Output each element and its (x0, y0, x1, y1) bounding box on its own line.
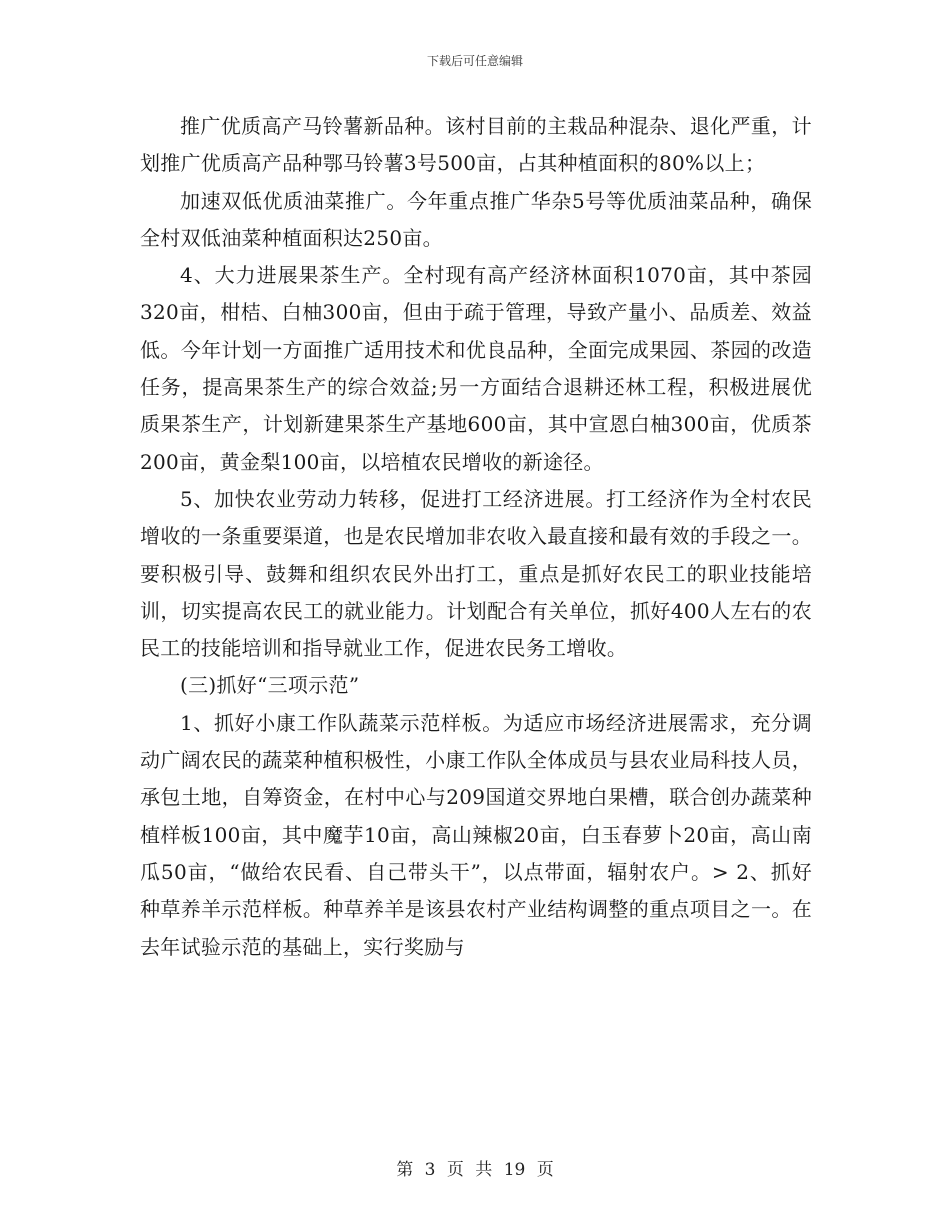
page-number-footer: 第 3 页 共 19 页 (396, 1160, 554, 1180)
paragraph-fruit-tea: 4、大力进展果茶生产。全村现有高产经济林面积1070亩，其中茶园320亩，柑桔、白柚300亩，但由于疏于管理，导致产量小、品质差、效益低。今年计划一方面推广适用技术和优良品种，全面完成果园、茶园的改造任务，提高果茶生产的综合效益;另一方面结合退耕还林工程，积极进展优质果茶生产，计划新建果茶生产基地600亩，其中宣恩白柚300亩，优质茶200亩，黄金梨100亩，以培植农民增收的新途径。 (140, 263, 812, 474)
paragraph-potato: 推广优质高产马铃薯新品种。该村目前的主栽品种混杂、退化严重，计划推广优质高产品种鄂马铃薯3号500亩，占其种植面积的80%以上； (140, 114, 812, 176)
paragraph-rapeseed: 加速双低优质油菜推广。今年重点推广华杂5号等优质油菜品种，确保全村双低油菜种植面积达250亩。 (140, 188, 812, 250)
section-heading-three-demos: (三)抓好“三项示范” (180, 673, 360, 698)
page-header-note: 下载后可任意编辑 (426, 54, 523, 68)
document-body (140, 108, 812, 966)
paragraph-labor-transfer: 5、加快农业劳动力转移，促进打工经济进展。打工经济作为全村农民增收的一条重要渠道，也是农民增加非农收入最直接和最有效的手段之一。要积极引导、鼓舞和组织农民外出打工，重点是抓好农民工的职业技能培训，切实提高农民工的就业能力。计划配合有关单位，抓好400人左右的农民工的技能培训和指导就业工作，促进农民务工增收。 (140, 486, 812, 661)
paragraph-vegetable-demo: 1、抓好小康工作队蔬菜示范样板。为适应市场经济进展需求，充分调动广阔农民的蔬菜种植积极性，小康工作队全体成员与县农业局科技人员，承包土地，自筹资金，在村中心与209国道交界地白果槽，联合创办蔬菜种植样板100亩，其中魔芋10亩，高山辣椒20亩，白玉春萝卜20亩，高山南瓜50亩，“做给农民看、自己带头干”，以点带面，辐射农户。> 2、抓好种草养羊示范样板。种草养羊是该县农村产业结构调整的重点项目之一。在去年试验示范的基础上，实行奖励与 (140, 710, 812, 959)
